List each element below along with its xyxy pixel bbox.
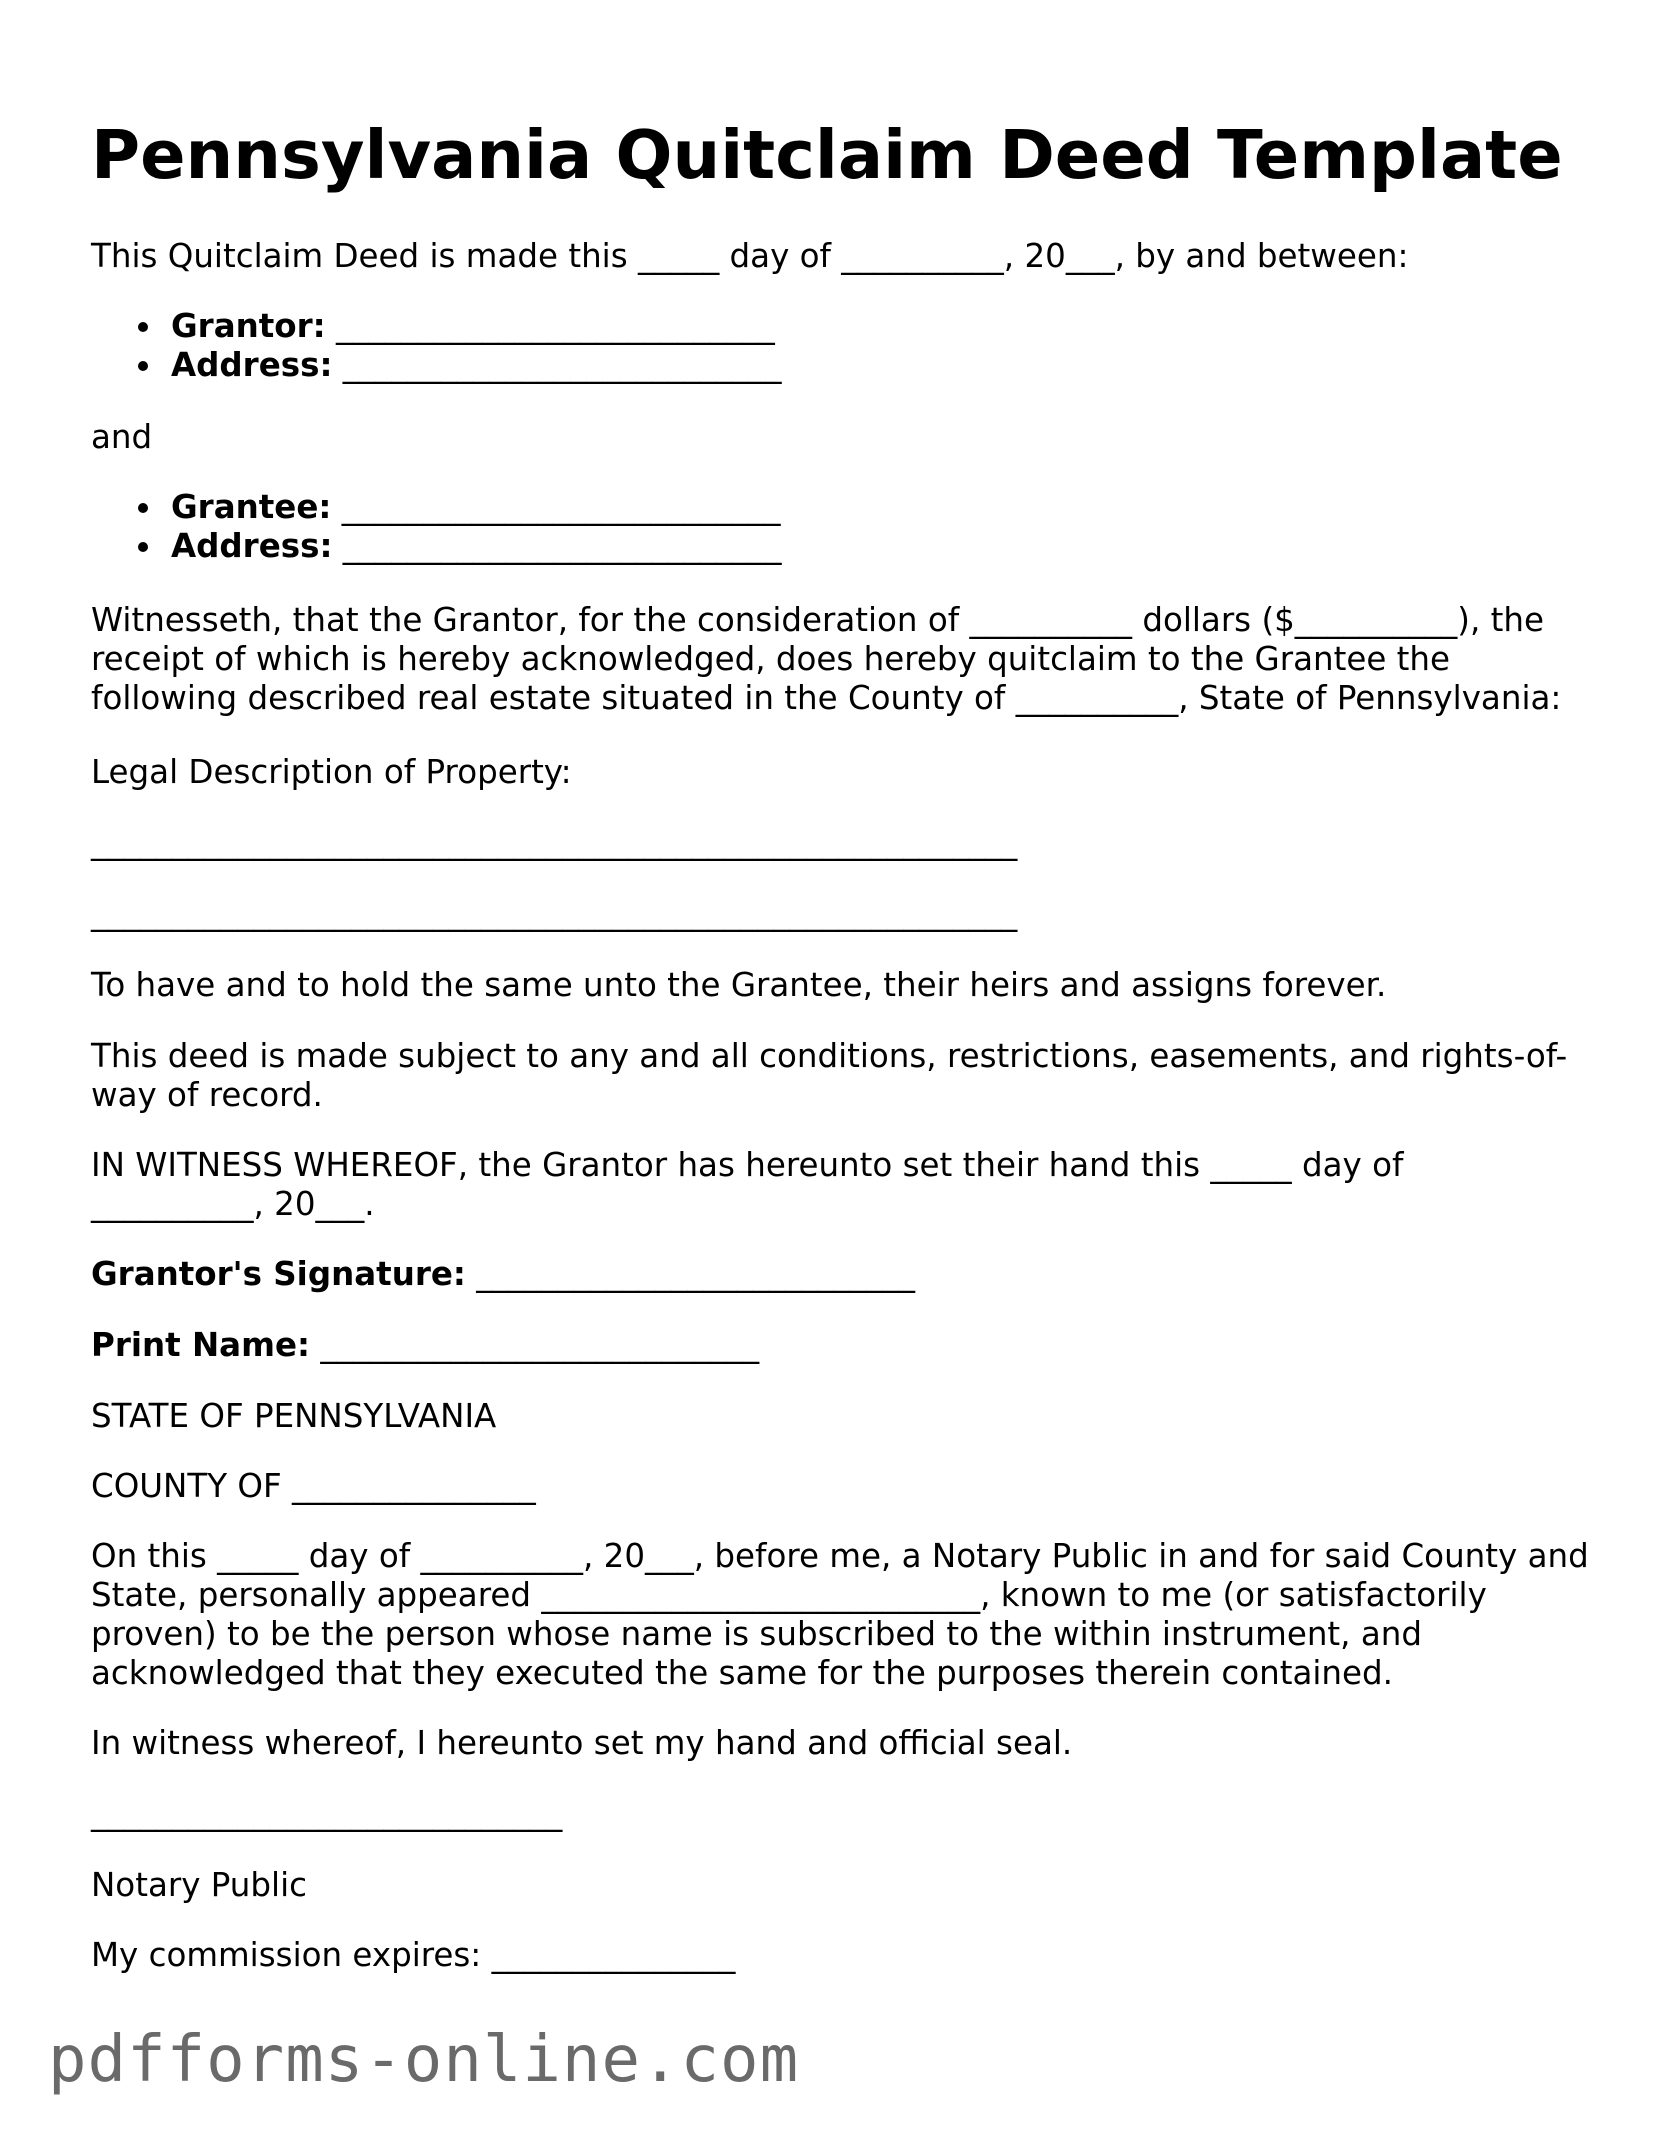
notary-paragraph: On this _____ day of __________, 20___, before me, a Notary Public in and for said County and State, personally appeared ___________________________, known to me (or satisfactorily proven) to be the person whose name is subscribed to the within instrument, and acknowledged that they executed the same for the purposes therein contained. <box>91 1537 1600 1692</box>
state-line: STATE OF PENNSYLVANIA <box>91 1397 497 1435</box>
document-title: Pennsylvania Quitclaim Deed Template <box>91 116 1563 194</box>
grantor-signature-line <box>91 1255 1591 1294</box>
habendum-paragraph: To have and to hold the same unto the Grantee, their heirs and assigns forever. <box>91 966 1387 1004</box>
grantor-list <box>91 307 782 385</box>
witnesseth-paragraph: Witnesseth, that the Grantor, for the consideration of __________ dollars ($__________), the receipt of which is hereby acknowledged, does hereby quitclaim to the Grantee the following described real estate situated in the County of __________, State of Pennsylvania: <box>91 601 1562 717</box>
grantor-signature-field[interactable]: ___________________________ <box>465 1255 915 1293</box>
legal-description-label: Legal Description of Property: <box>91 753 572 791</box>
legal-description-line-2[interactable]: _________________________________________________________ <box>91 894 1018 932</box>
grantor-item <box>91 307 782 346</box>
grantee-field[interactable]: ___________________________ <box>331 488 781 526</box>
grantee-address-label: Address: <box>171 527 333 565</box>
notary-public-label: Notary Public <box>91 1866 307 1904</box>
county-line: COUNTY OF _______________ <box>91 1467 536 1505</box>
grantor-signature-label: Grantor's Signature: <box>91 1255 466 1293</box>
grantor-address-label: Address: <box>171 346 333 384</box>
grantor-field[interactable]: ___________________________ <box>325 307 775 345</box>
in-witness-paragraph: IN WITNESS WHEREOF, the Grantor has hereunto set their hand this _____ day of __________, 20___. <box>91 1146 1414 1223</box>
commission-expires-line: My commission expires: _______________ <box>91 1936 736 1974</box>
and-text: and <box>91 418 153 456</box>
grantee-list <box>91 488 782 566</box>
grantor-address-item <box>91 346 782 385</box>
notary-signature-line[interactable]: _____________________________ <box>91 1794 563 1832</box>
print-name-field[interactable]: ___________________________ <box>310 1326 760 1364</box>
grantee-label: Grantee: <box>171 488 332 526</box>
grantor-label: Grantor: <box>171 307 326 345</box>
legal-description-line-1[interactable]: _________________________________________________________ <box>91 823 1018 861</box>
grantor-address-field[interactable]: ___________________________ <box>332 346 782 384</box>
grantee-address-field[interactable]: ___________________________ <box>332 527 782 565</box>
subject-to-paragraph: This deed is made subject to any and all conditions, restrictions, easements, and rights-of-way of record. <box>91 1037 1568 1114</box>
print-name-line <box>91 1326 1591 1365</box>
intro-paragraph: This Quitclaim Deed is made this _____ day of __________, 20___, by and between: <box>91 237 1409 275</box>
print-name-label: Print Name: <box>91 1326 311 1364</box>
watermark-text: pdfforms-online.com <box>48 2023 800 2097</box>
grantee-item <box>91 488 782 527</box>
grantee-address-item <box>91 527 782 566</box>
seal-line: In witness whereof, I hereunto set my hand and official seal. <box>91 1724 1073 1762</box>
